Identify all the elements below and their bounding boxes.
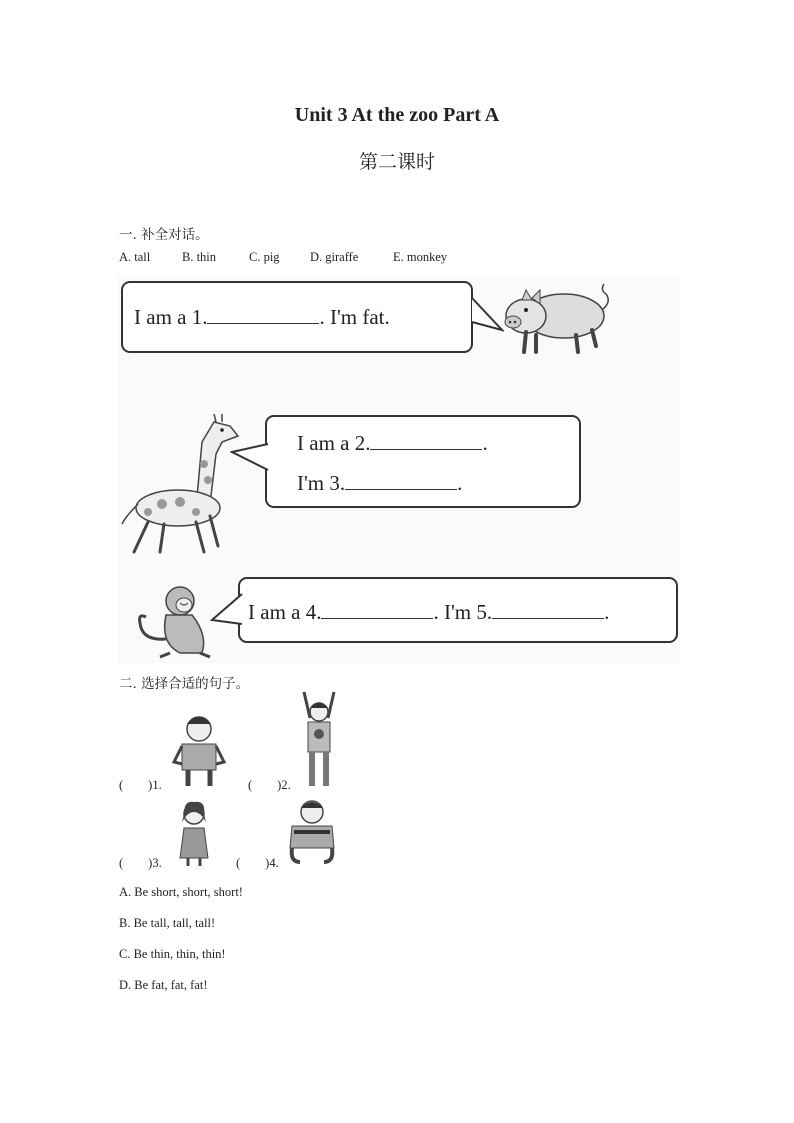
blank-4-number: 4.: [305, 600, 322, 624]
blank-1[interactable]: [207, 303, 319, 324]
kid-4-illustration: [286, 798, 338, 866]
question-3[interactable]: ( )3.: [119, 856, 162, 870]
kid-1-illustration: [172, 712, 226, 788]
choice-c: C. Be thin, thin, thin!: [119, 947, 226, 961]
bubble2-line2-post: .: [457, 471, 463, 495]
bubble3-post: .: [604, 600, 610, 624]
blank-2-number: 2.: [354, 431, 371, 455]
monkey-illustration: [130, 583, 216, 661]
option-d: D. giraffe: [310, 250, 359, 264]
page-title: Unit 3 At the zoo Part A: [294, 104, 500, 126]
blank-5[interactable]: [492, 598, 604, 619]
pig-illustration: [496, 280, 612, 360]
blank-4[interactable]: [321, 598, 433, 619]
giraffe-illustration: [118, 412, 250, 558]
kid-3-illustration: [176, 800, 212, 868]
bubble2-line2-pre: I'm: [297, 471, 330, 495]
choice-b: B. Be tall, tall, tall!: [119, 916, 216, 930]
option-a: A. tall: [119, 250, 151, 264]
question-2[interactable]: ( )2.: [248, 778, 291, 792]
blank-1-number: 1.: [191, 305, 208, 329]
option-c: C. pig: [249, 250, 280, 264]
kid-2-illustration: [298, 690, 340, 790]
bubble2-line1-pre: I am a: [297, 431, 355, 455]
blank-5-number: 5.: [476, 600, 493, 624]
blank-3-number: 3.: [329, 471, 346, 495]
section1-heading: 一. 补全对话。: [119, 227, 209, 243]
choice-a: A. Be short, short, short!: [119, 885, 243, 899]
option-e: E. monkey: [393, 250, 448, 264]
question-4[interactable]: ( )4.: [236, 856, 279, 870]
bubble3-mid: . I'm: [433, 600, 477, 624]
bubble3-pre: I am a: [248, 600, 306, 624]
bubble1-pre: I am a: [134, 305, 192, 329]
blank-3[interactable]: [345, 469, 457, 490]
speech-bubble-pig: [121, 281, 473, 353]
section2-heading: 二. 选择合适的句子。: [119, 676, 250, 692]
question-1[interactable]: ( )1.: [119, 778, 162, 792]
blank-2[interactable]: [370, 429, 482, 450]
bubble1-post: . I'm fat.: [319, 305, 390, 329]
speech-bubble-monkey: [238, 577, 678, 643]
bubble2-line1-post: .: [482, 431, 488, 455]
page-subtitle: 第二课时: [358, 151, 435, 173]
speech-bubble-giraffe: [265, 415, 581, 508]
option-b: B. thin: [182, 250, 217, 264]
choice-d: D. Be fat, fat, fat!: [119, 978, 208, 992]
